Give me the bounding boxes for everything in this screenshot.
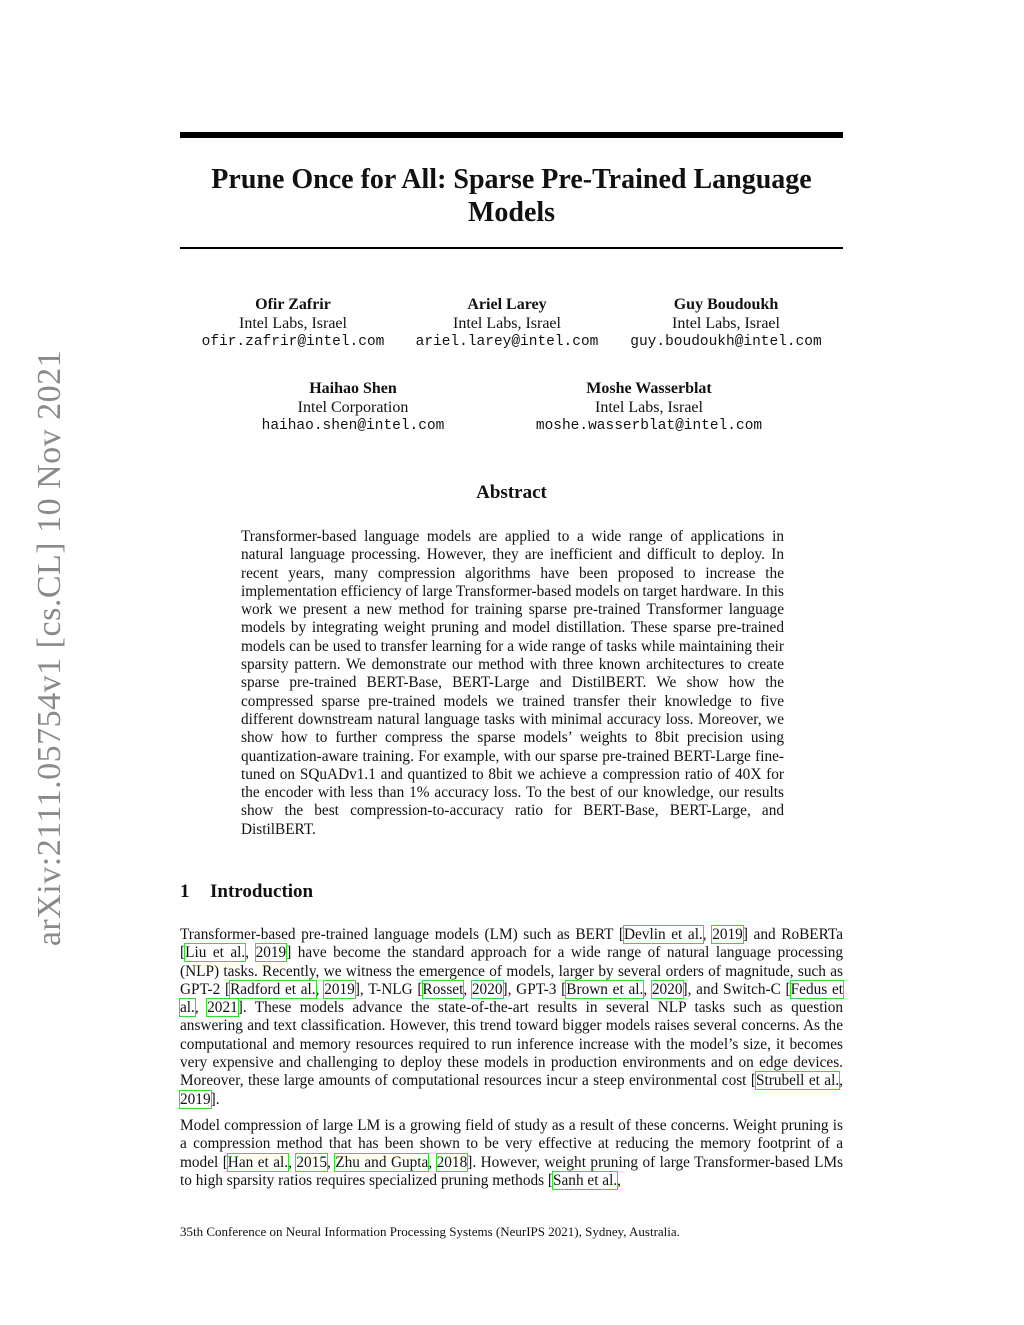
author-block <box>407 296 607 352</box>
citation-link[interactable]: 2015 <box>296 1153 327 1171</box>
author-email[interactable]: guy.boudoukh@intel.com <box>630 334 822 350</box>
citation-link[interactable]: Fedus et al. <box>180 980 843 1017</box>
author-name: Ofir Zafrir <box>255 296 331 313</box>
conference-footnote: 35th Conference on Neural Information Processing Systems (NeurIPS 2021), Sydney, Australia. <box>180 1224 680 1239</box>
text-run: Model compression of large LM is a growing field of study as a result of these concerns. Weight pruning is a compression method that has been shown to be very effective at reducing the memory footprint of a model [ <box>180 1117 843 1171</box>
section-title: Introduction <box>210 881 314 902</box>
text-run: , <box>428 1153 437 1171</box>
arxiv-identifier <box>26 350 74 945</box>
citation-link[interactable]: Sanh et al. <box>553 1171 618 1189</box>
citation-link[interactable]: Devlin et al. <box>623 926 703 943</box>
text-run: , <box>839 1072 843 1090</box>
citation-link[interactable]: Strubell et al. <box>755 1072 840 1090</box>
citation-link[interactable]: Radford et al. <box>230 980 316 998</box>
author-block <box>519 380 779 436</box>
text-run: , <box>288 1153 297 1171</box>
text-run: ], GPT-3 [ <box>502 980 567 998</box>
text-run: , <box>194 999 208 1017</box>
author-block <box>621 296 831 352</box>
author-email[interactable]: ofir.zafrir@intel.com <box>201 334 385 350</box>
introduction-paragraph-1 <box>180 926 843 1109</box>
author-name: Guy Boudoukh <box>673 296 779 313</box>
abstract-heading: Abstract <box>476 482 547 503</box>
text-run: ], and Switch-C [ <box>682 980 791 998</box>
citation-link[interactable]: 2018 <box>436 1153 468 1171</box>
citation-link[interactable]: 2019 <box>324 980 355 998</box>
citation-link[interactable]: 2020 <box>471 980 503 998</box>
text-run: , <box>617 1171 621 1189</box>
citation-link[interactable]: Liu et al. <box>185 944 246 962</box>
author-affiliation: Intel Labs, Israel <box>239 314 347 332</box>
citation-link[interactable]: 2019 <box>712 926 743 943</box>
text-run: ]. These models advance the state-of-the-art results in several NLP tasks such as question answering and text classification. However, this trend toward bigger models raises several concerns. As the computational and memory resources required to run inference increase with the model’s size, it becomes very expensive and challenging to deploy these models in production environments and on edge devices. Moreover, these large amounts of computational resources incur a steep environmental cost [ <box>180 999 843 1090</box>
text-run: , <box>643 980 652 998</box>
author-name: Ariel Larey <box>467 296 547 313</box>
citation-link[interactable]: Rosset <box>422 980 464 998</box>
abstract-text: Transformer-based language models are applied to a wide range of applications in natural language processing. However, they are inefficient and difficult to deploy. In recent years, many compression algorithms have been proposed to increase the implementation efficiency of large Transformer-based models on target hardware. In this work we present a new method for training sparse pre-trained Transformer language models by integrating weight pruning and model distillation. These sparse pre-trained models can be used to transfer learning for a wide range of tasks while maintaining their sparsity pattern. We demonstrate our method with three known architectures to create sparse pre-trained BERT-Base, BERT-Large and DistilBERT. We show how the compressed sparse pre-trained models we trained transfer their knowledge to five different downstream natural language tasks with minimal accuracy loss. Moreover, we show how to further compress the sparse models’ weights to 8bit precision using quantization-aware training. For example, with our sparse pre-trained BERT-Large fine-tuned on SQuADv1.1 and quantized to 8bit we achieve a compression ratio of 40X for the encoder with less than 1% accuracy loss. To the best of our knowledge, our results show the best compression-to-accuracy ratio for BERT-Base, BERT-Large, and DistilBERT. <box>241 528 785 838</box>
author-email[interactable]: moshe.wasserblat@intel.com <box>535 418 763 434</box>
title-bottom-rule <box>180 247 843 249</box>
author-block <box>193 296 393 352</box>
author-block <box>248 380 458 436</box>
text-run: ]. <box>210 1090 220 1108</box>
citation-link[interactable]: Zhu and Gupta <box>335 1153 429 1171</box>
author-affiliation: Intel Labs, Israel <box>453 314 561 332</box>
text-run: ] and RoBERTa [ <box>180 926 843 962</box>
citation-link[interactable]: 2019 <box>255 944 287 962</box>
citation-link[interactable]: Han et al. <box>227 1153 289 1171</box>
text-run: ]. However, weight pruning of large Transformer-based LMs to high sparsity ratios requires specialized pruning methods [ <box>180 1153 844 1189</box>
text-run: , <box>327 1153 336 1171</box>
text-run: ], T-NLG [ <box>354 980 423 998</box>
author-email[interactable]: haihao.shen@intel.com <box>261 418 445 434</box>
citation-link[interactable]: Brown et al. <box>566 980 644 998</box>
author-affiliation: Intel Labs, Israel <box>672 314 780 332</box>
author-name: Haihao Shen <box>309 380 397 397</box>
text-run: , <box>463 980 472 998</box>
author-affiliation: Intel Labs, Israel <box>595 398 703 416</box>
paper-title: Prune Once for All: Sparse Pre-Trained Language Models <box>211 164 812 228</box>
citation-link[interactable]: 2021 <box>207 999 238 1017</box>
section-heading <box>180 881 313 903</box>
citation-link[interactable]: 2020 <box>651 980 683 998</box>
citation-link[interactable]: 2019 <box>180 1090 211 1108</box>
section-number: 1 <box>180 881 190 902</box>
arxiv-identifier-text: arXiv:2111.05754v1 [cs.CL] 10 Nov 2021 <box>31 349 68 946</box>
author-name: Moshe Wasserblat <box>586 380 712 397</box>
author-affiliation: Intel Corporation <box>297 398 409 416</box>
text-run: , <box>245 944 256 962</box>
text-run: ] have become the standard approach for a wide range of natural language processing (NLP) tasks. Recently, we witness the emergence of models, larger by several orders of magnitude, such as GPT-2 [ <box>180 944 843 998</box>
author-email[interactable]: ariel.larey@intel.com <box>415 334 599 350</box>
text-run: Transformer-based pre-trained language models (LM) such as BERT [ <box>180 926 624 943</box>
title-top-rule <box>180 132 843 138</box>
text-run: , <box>315 980 325 998</box>
text-run: , <box>702 926 713 943</box>
introduction-paragraph-2 <box>180 1117 843 1190</box>
